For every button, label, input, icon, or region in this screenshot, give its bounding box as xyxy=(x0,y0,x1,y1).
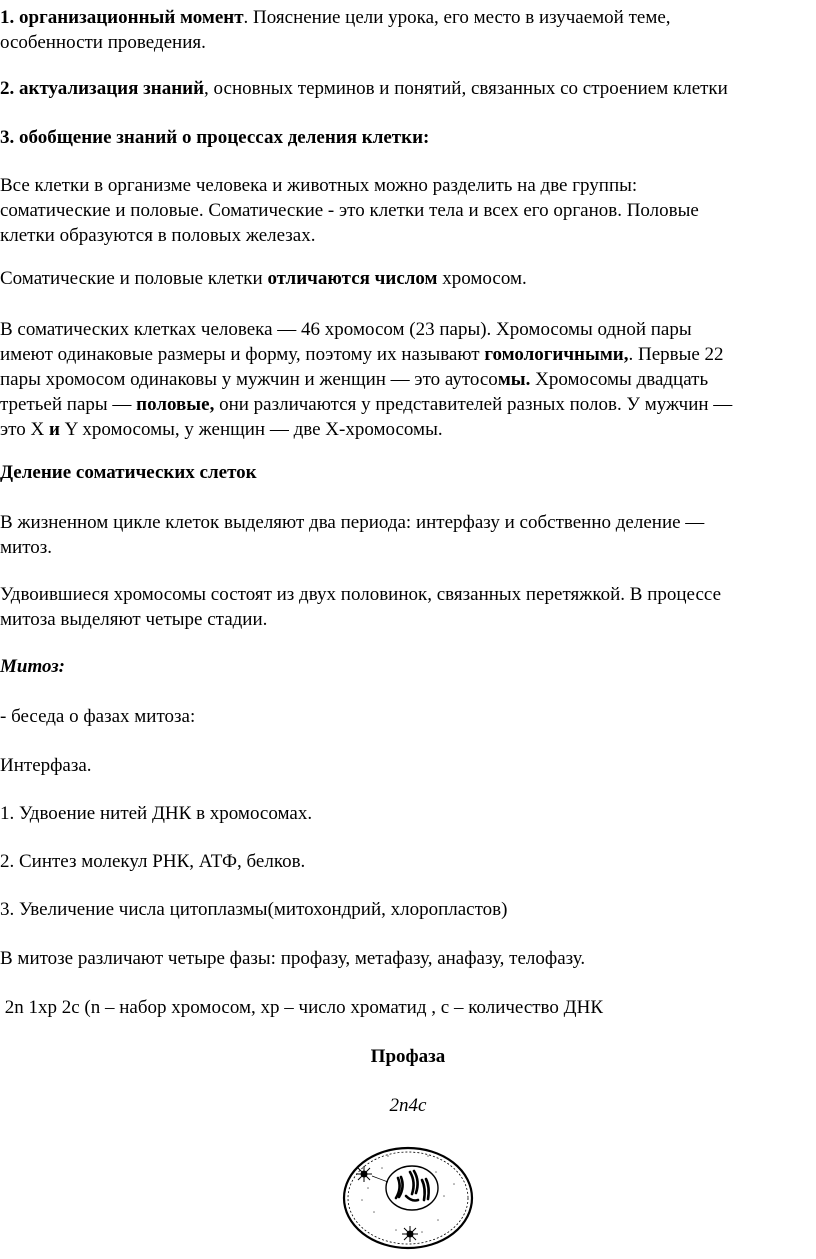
paragraph-somatic-cells: В соматических клетках человека — 46 хромосом (23 пары). Хромосомы одной пары имеют одинаковые размеры и форму, поэтому их называют гомологичными,. Первые 22 пары хромосом одинаковы у мужчин и женщин — это аутосомы. Хромосомы двадцать третьей пары — половые, они различаются у представителей разных полов. У мужчин — это X и Y хромосомы, у женщин — две Х-хромосомы. xyxy=(0,319,733,440)
section-2-title: 2. актуализация знаний xyxy=(0,78,205,99)
formula-line: 2n 1xp 2c (n – набор хромосом, xp – число хроматид , c – количество ДНК xyxy=(0,997,603,1018)
list-item: 2. Синтез молекул РНК, АТФ, белков. xyxy=(0,851,306,872)
interphase-label: Интерфаза. xyxy=(0,755,92,776)
prophase-title: Профаза xyxy=(370,1046,446,1067)
prophase-formula: 2n4c xyxy=(389,1095,427,1116)
heading-somatic-division: Деление соматических слеток xyxy=(0,462,257,483)
section-3 xyxy=(0,125,812,150)
list-item: 3. Увеличение числа цитоплазмы(митохондрий, хлоропластов) xyxy=(0,899,508,920)
section-1: 1. организационный момент. Пояснение цели урока, его место в изучаемой теме, особенности проведения. xyxy=(0,7,671,53)
paragraph-life-cycle: В жизненном цикле клеток выделяют два периода: интерфазу и собственно деление — митоз. xyxy=(0,512,705,558)
section-3-title: 3. обобщение знаний о процессах деления клетки: xyxy=(0,127,430,148)
section-1-title: 1. организационный момент xyxy=(0,7,244,28)
paragraph-cell-groups: Все клетки в организме человека и животных можно разделить на две группы: соматические и половые. Соматические - это клетки тела и всех его органов. Половые клетки образуются в половых железах. xyxy=(0,175,699,246)
talk-line: - беседа о фазах митоза: xyxy=(0,706,196,727)
section-2: 2. актуализация знаний, основных терминов и понятий, связанных со строением клетки xyxy=(0,78,728,99)
phases-line: В митозе различают четыре фазы: профазу, метафазу, анафазу, телофазу. xyxy=(0,948,586,969)
mitosis-heading: Митоз: xyxy=(0,656,65,677)
paragraph-chromosome-number: Соматические и половые клетки отличаются числом хромосом. xyxy=(0,268,527,289)
prophase-cell-illustration xyxy=(338,1138,478,1252)
paragraph-doubled-chromosomes: Удвоившиеся хромосомы состоят из двух половинок, связанных перетяжкой. В процессе митоза выделяют четыре стадии. xyxy=(0,584,721,630)
list-item: 1. Удвоение нитей ДНК в хромосомах. xyxy=(0,803,313,824)
